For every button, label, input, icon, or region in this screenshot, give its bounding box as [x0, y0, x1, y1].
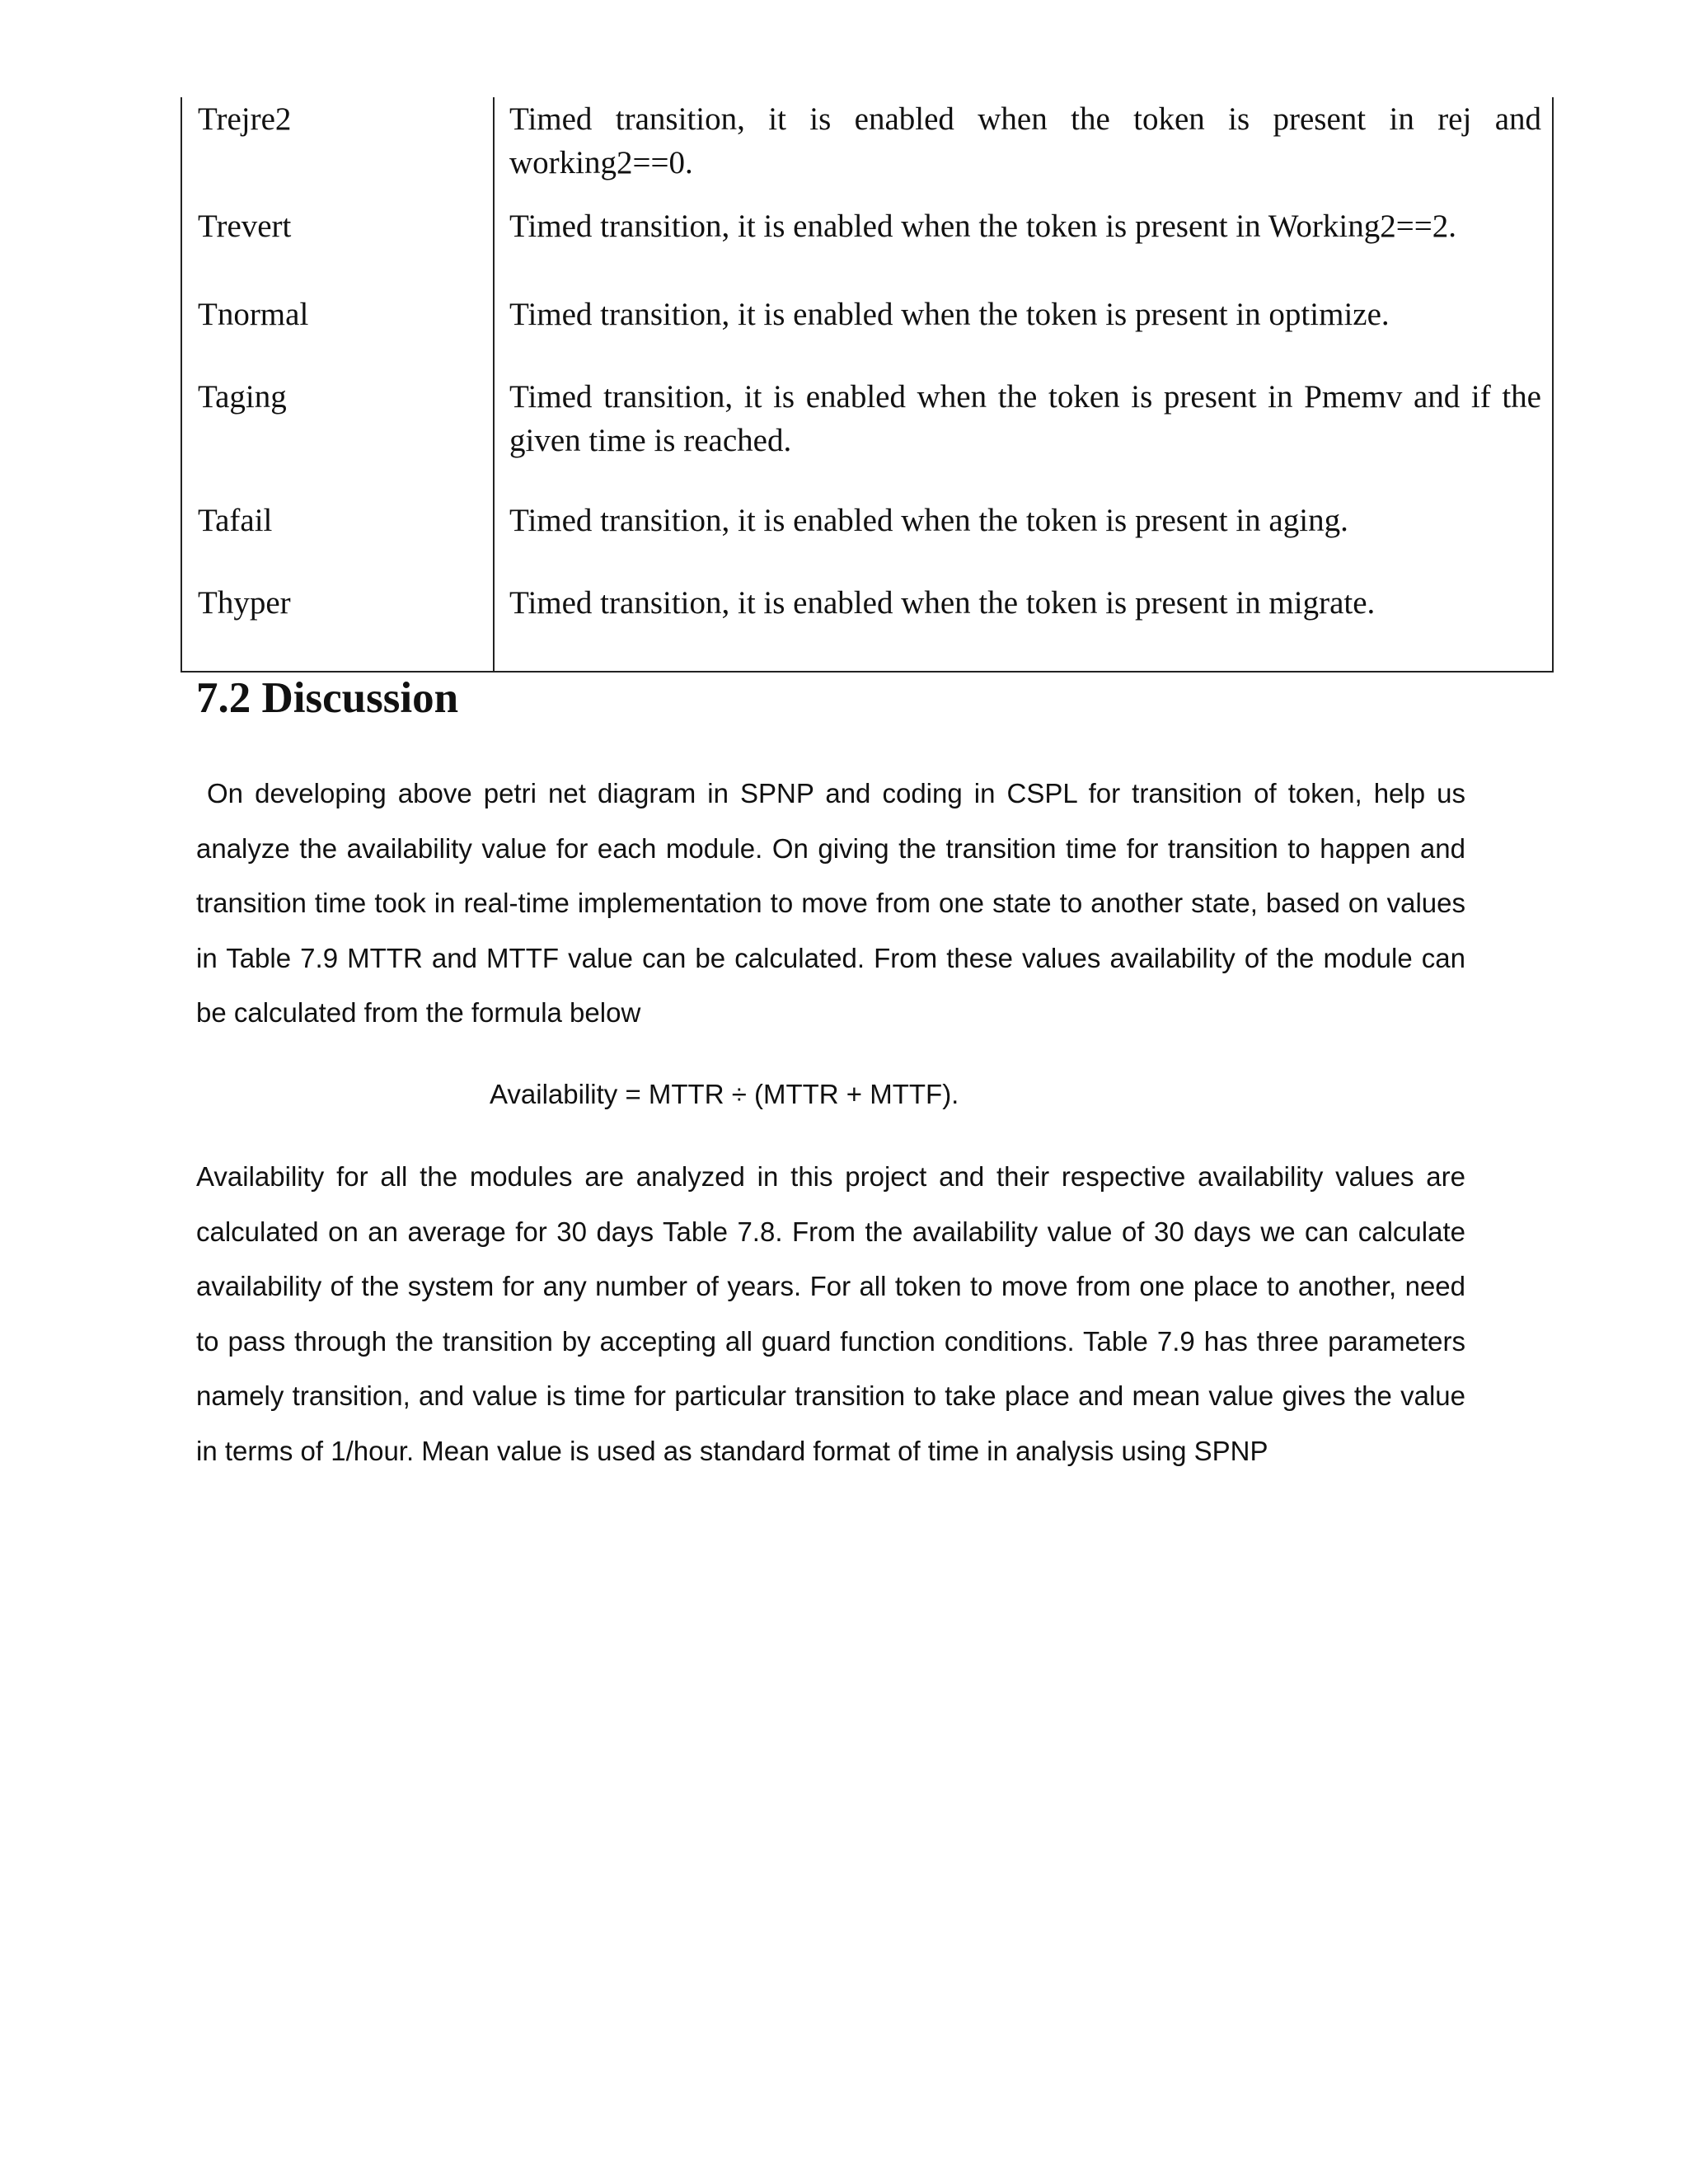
transition-description: Timed transition, it is enabled when the token is present in Pmemv and if the given time is reached.	[509, 379, 1541, 458]
discussion-paragraph-2: Availability for all the modules are analyzed in this project and their respective availability values are calculated on an average for 30 days Table 7.8. From the availability value of 30 days we can calculate availability of the system for any number of years. For all token to move from one place to another, need to pass through the transition by accepting all guard function conditions. Table 7.9 has three parameters namely transition, and value is time for particular transition to take place and mean value gives the value in terms of 1/hour. Mean value is used as standard format of time in analysis using SPNP	[196, 1161, 1465, 1466]
transition-name: Tafail	[198, 503, 273, 538]
availability-formula: Availability = MTTR ÷ (MTTR + MTTF).	[490, 1079, 959, 1109]
transition-name: Tnormal	[198, 297, 309, 332]
transition-description: Timed transition, it is enabled when the token is present in optimize.	[509, 297, 1390, 332]
transition-description: Timed transition, it is enabled when the token is present in Working2==2.	[509, 209, 1456, 244]
transition-name: Trevert	[198, 209, 292, 244]
transition-description: Timed transition, it is enabled when the token is present in rej and working2==0.	[509, 101, 1541, 180]
transition-description: Timed transition, it is enabled when the token is present in aging.	[509, 503, 1348, 538]
section-heading: 7.2 Discussion	[196, 674, 459, 722]
transition-description: Timed transition, it is enabled when the token is present in migrate.	[509, 585, 1376, 621]
transition-name: Thyper	[198, 585, 291, 621]
discussion-paragraph-1: On developing above petri net diagram in SPNP and coding in CSPL for transition of token, help us analyze the availability value for each module. On giving the transition time for transition to happen and transition time took in real-time implementation to move from one state to another state, based on values in Table 7.9 MTTR and MTTF value can be calculated. From these values availability of the module can be calculated from the formula below	[196, 778, 1465, 1028]
transition-name: Taging	[198, 379, 287, 415]
transition-name: Trejre2	[198, 101, 292, 137]
transition-table	[181, 97, 1554, 673]
column-divider	[493, 97, 495, 671]
